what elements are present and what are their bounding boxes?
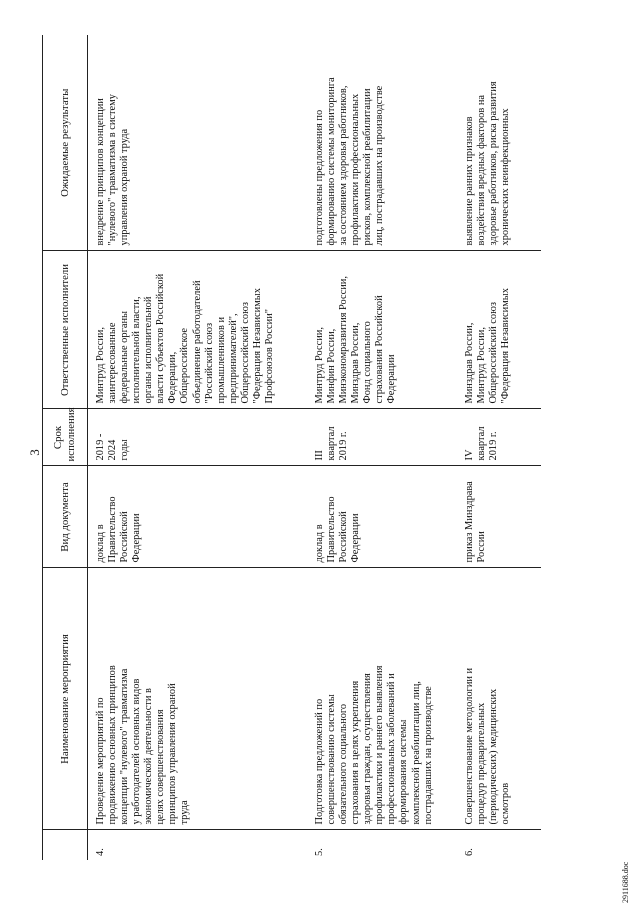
measure-name: Совершенствование методологии и процедур предварительных (периодических) медицинских осмотров (457, 568, 541, 830)
expected-results: выявление ранних признаков воздействия вредных факторов на здоровье работников, риска развития хронических неинфекционных (457, 35, 541, 251)
footer-doc-name: 2911688.doc (621, 861, 630, 903)
document-type: доклад в Правительство Российской Федерации (88, 466, 308, 568)
responsible-executors: Минтруд России, заинтересованные федеральные органы исполнительной власти, органы исполнительной власти субъектов Российской Федерации, Общероссийское объединение работодателей "Российский союз промышленников и предпринимателей", Общероссийский союз "Федерация Независимых Профсоюзов России" (88, 251, 308, 409)
header-term: Срок исполнения (43, 409, 88, 466)
expected-results: внедрение принципов концепции "нулевого" травматизма в систему управления охраной труда (88, 35, 308, 251)
row-number: 4. (95, 848, 106, 856)
header-name: Наименование мероприятия (43, 568, 88, 830)
header-number (43, 830, 88, 860)
row-number: 5. (314, 848, 325, 856)
measure-name: Проведение мероприятий по продвижению основных принципов концепции "нулевого" травматизма у работодателей основных видов экономической деятельности в целях совершенствования принципов управления охраной труда (88, 568, 308, 830)
row-number: 6. (464, 848, 475, 856)
header-results: Ожидаемые результаты (43, 35, 88, 251)
expected-results: подготовлены предложения по формированию системы мониторинга за состоянием здоровья работников, профилактики профессиональных рисков, комплексной реабилитации лиц, пострадавших на производстве (307, 35, 457, 251)
page-number: 3 (27, 449, 42, 456)
execution-term: 2019 - 2024 годы (88, 409, 308, 466)
table-row (457, 35, 541, 860)
execution-term: IV квартал 2019 г. (457, 409, 541, 466)
document-type: доклад в Правительство Российской Федерации (307, 466, 457, 568)
execution-term: III квартал 2019 г. (307, 409, 457, 466)
table-row (88, 35, 308, 860)
table-header-row (43, 35, 88, 860)
responsible-executors: Минздрав России, Минтруд России, Общероссийский союз "Федерация Независимых (457, 251, 541, 409)
header-doc-type: Вид документа (43, 466, 88, 568)
header-executors: Ответственные исполнители (43, 251, 88, 409)
document-type: приказ Минздрава России (457, 466, 541, 568)
responsible-executors: Минтруд России, Минфин России, Минэкономразвития России, Минздрав России, Фонд социального страхования Российской Федерации (307, 251, 457, 409)
measure-name: Подготовка предложений по совершенствованию системы обязательного социального страхования в целях укрепления здоровья граждан, осуществления профилактики и раннего выявления профессиональных заболеваний и формирования системы комплексной реабилитации лиц, пострадавших на производстве (307, 568, 457, 830)
table-row (307, 35, 457, 860)
measures-table (42, 35, 541, 860)
